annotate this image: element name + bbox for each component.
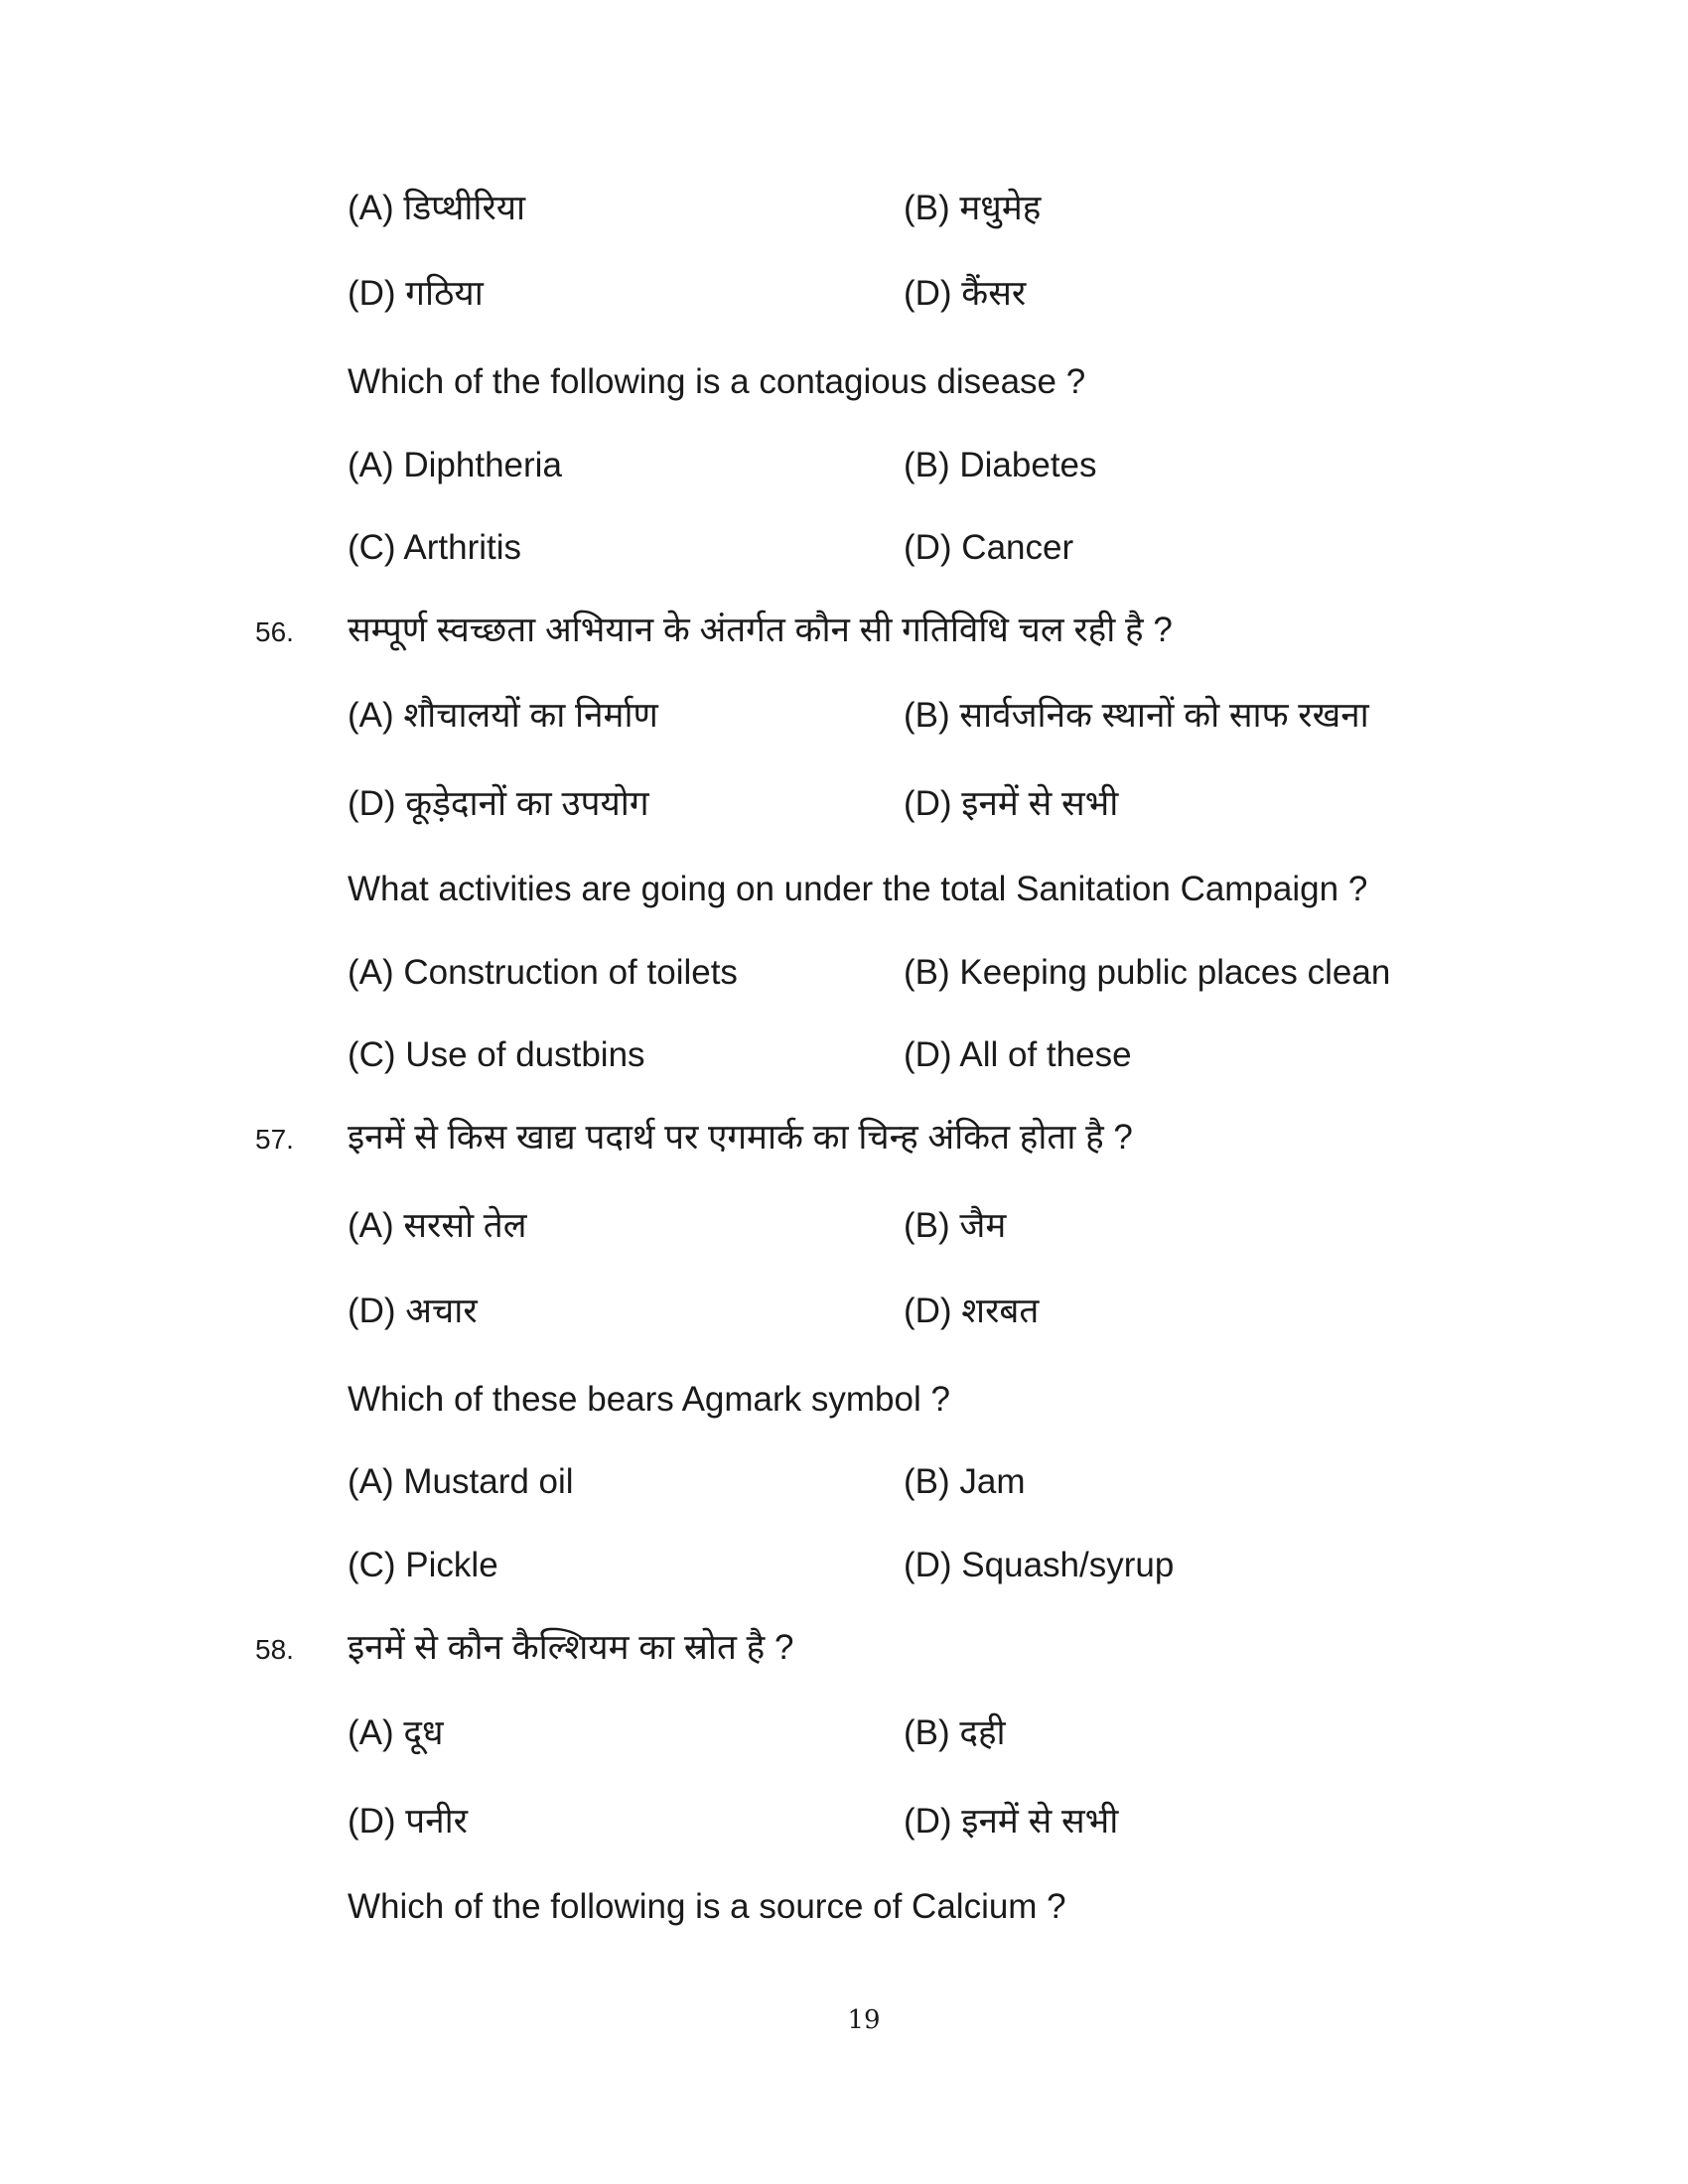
- question-number: 56.: [255, 616, 294, 647]
- answer-option: (D) इनमें से सभी: [904, 1802, 1119, 1841]
- question-text: What activities are going on under the total Sanitation Campaign ?: [348, 870, 1368, 908]
- question-text: Which of the following is a contagious disease ?: [348, 362, 1086, 401]
- answer-option: (B) दही: [904, 1713, 1006, 1752]
- answer-option: (B) Jam: [904, 1462, 1026, 1501]
- answer-option: (D) कूड़ेदानों का उपयोग: [348, 784, 649, 823]
- answer-option: (B) Diabetes: [904, 446, 1097, 484]
- answer-option: (D) अचार: [348, 1292, 478, 1330]
- answer-option: (D) इनमें से सभी: [904, 784, 1119, 823]
- question-number: 57.: [255, 1124, 294, 1155]
- answer-option: (A) शौचालयों का निर्माण: [348, 696, 658, 735]
- answer-option: (D) All of these: [904, 1035, 1132, 1074]
- answer-option: (A) दूध: [348, 1713, 444, 1752]
- answer-option: (D) कैंसर: [904, 274, 1027, 313]
- answer-option: (A) Construction of toilets: [348, 953, 738, 992]
- answer-option: (B) सार्वजनिक स्थानों को साफ रखना: [904, 696, 1369, 735]
- answer-option: (C) Pickle: [348, 1546, 498, 1584]
- answer-option: (B) Keeping public places clean: [904, 953, 1391, 992]
- answer-option: (A) Diphtheria: [348, 446, 562, 484]
- answer-option: (A) Mustard oil: [348, 1462, 574, 1501]
- question-text: इनमें से किस खाद्य पदार्थ पर एगमार्क का चिन्ह अंकित होता है ?: [348, 1118, 1133, 1157]
- answer-option: (B) जैम: [904, 1206, 1007, 1245]
- answer-option: (A) डिप्थीरिया: [348, 189, 526, 227]
- page-number: 19: [847, 2005, 881, 2035]
- answer-option: (D) पनीर: [348, 1802, 468, 1841]
- answer-option: (A) सरसो तेल: [348, 1206, 527, 1245]
- answer-option: (D) Cancer: [904, 528, 1074, 567]
- answer-option: (B) मधुमेह: [904, 189, 1042, 227]
- question-number: 58.: [255, 1634, 294, 1665]
- question-text: Which of the following is a source of Calcium ?: [348, 1887, 1066, 1926]
- answer-option: (D) शरबत: [904, 1292, 1040, 1330]
- answer-option: (C) Use of dustbins: [348, 1035, 645, 1074]
- answer-option: (C) Arthritis: [348, 528, 521, 567]
- question-text: Which of these bears Agmark symbol ?: [348, 1380, 950, 1419]
- question-text: इनमें से कौन कैल्शियम का स्रोत है ?: [348, 1628, 794, 1667]
- answer-option: (D) गठिया: [348, 274, 484, 313]
- question-text: सम्पूर्ण स्वच्छता अभियान के अंतर्गत कौन सी गतिविधि चल रही है ?: [348, 611, 1173, 649]
- answer-option: (D) Squash/syrup: [904, 1546, 1175, 1584]
